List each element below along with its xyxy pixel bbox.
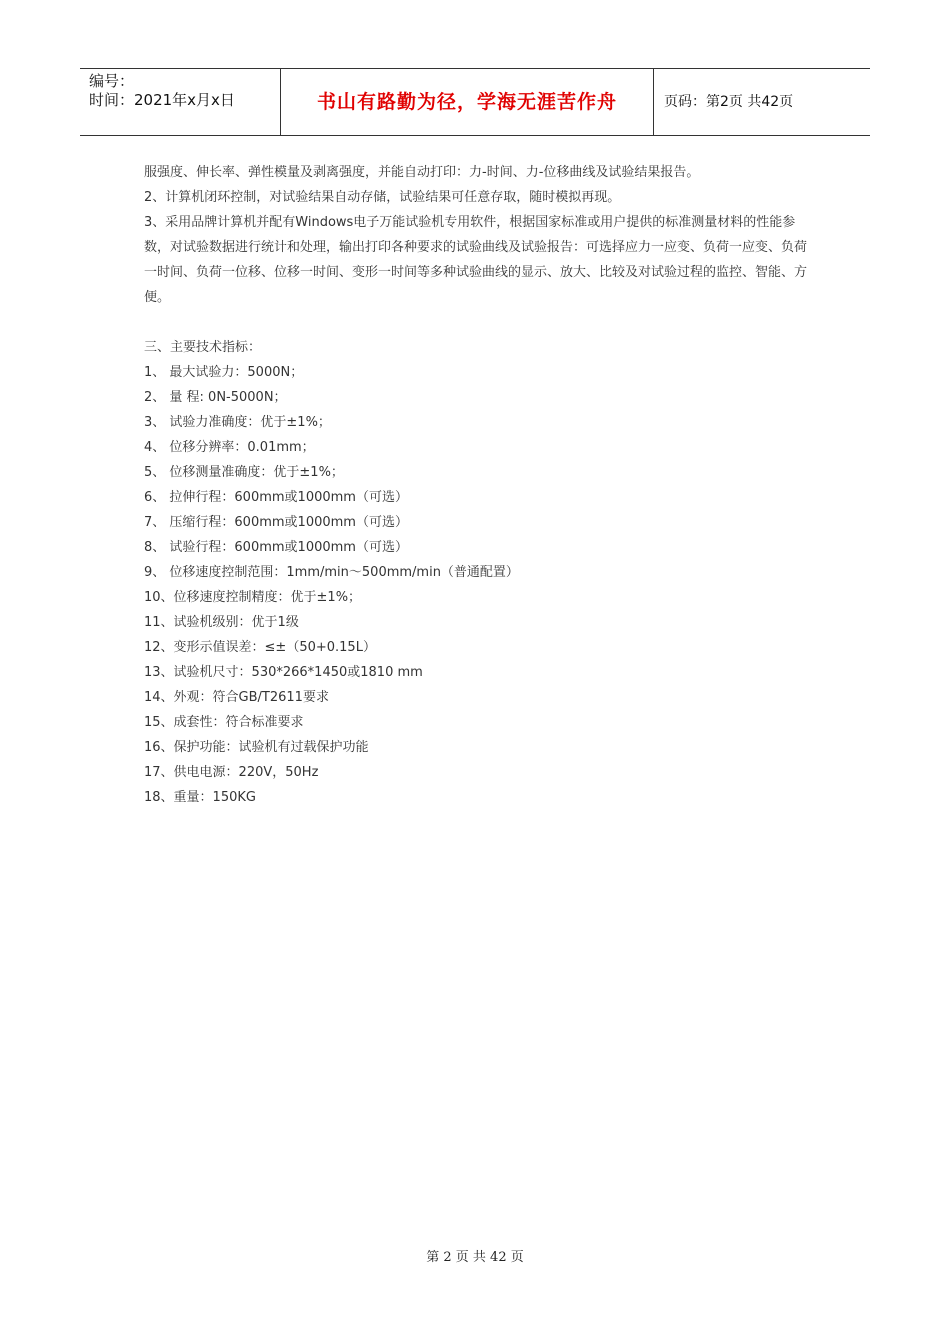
spec-item: 9、 位移速度控制范围：1mm/min～500mm/min（普通配置） [144,565,519,580]
page-header [80,68,870,136]
spec-item: 13、试验机尺寸：530*266*1450或1810 mm [144,665,423,680]
spec-item: 15、成套性：符合标准要求 [144,715,304,730]
spec-item: 1、 最大试验力：5000N； [144,365,304,380]
spec-item: 18、重量：150KG [144,790,256,805]
spec-item: 12、变形示值误差：≤±（50+0.15L） [144,640,376,655]
header-meta [80,69,281,135]
spec-item: 6、 拉伸行程：600mm或1000mm（可选） [144,490,408,505]
spec-item: 3、 试验力准确度：优于±1%； [144,415,331,430]
paragraph-2: 2、计算机闭环控制，对试验结果自动存储，试验结果可任意存取，随时模拟再现。 [144,190,621,205]
spec-item: 16、保护功能：试验机有过载保护功能 [144,740,369,755]
spec-item: 7、 压缩行程：600mm或1000mm（可选） [144,515,408,530]
paragraph-1: 服强度、伸长率、弹性模量及剥离强度，并能自动打印：力-时间、力-位移曲线及试验结果报告。 [144,165,700,180]
spec-item: 10、位移速度控制精度：优于±1%； [144,590,362,605]
spec-item: 14、外观：符合GB/T2611要求 [144,690,329,705]
spec-item: 5、 位移测量准确度：优于±1%； [144,465,344,480]
page-footer: 第 2 页 共 42 页 [426,1250,524,1265]
paragraph-3: 3、采用品牌计算机并配有Windows电子万能试验机专用软件，根据国家标准或用户提供的标准测量材料的性能参数，对试验数据进行统计和处理，输出打印各种要求的试验曲线及试验报告：可选择应力一应变、负荷一应变、负荷一时间、负荷一位移、位移一时间、变形一时间等多种试验曲线的显示、放大、比较及对试验过程的监控、智能、方便。 [144,215,808,305]
header-motto: 书山有路勤为径，学海无涯苦作舟 [281,69,654,135]
spec-item: 4、 位移分辨率：0.01mm； [144,440,315,455]
spec-item: 2、 量 程: 0N-5000N； [144,390,287,405]
document-date: 时间：2021年x月x日 [89,91,235,109]
section-title: 三、主要技术指标： [144,340,262,355]
document-number-label: 编号： [89,72,135,90]
document-body [144,160,814,810]
header-page-info: 页码：第2页 共42页 [664,94,794,110]
spec-item: 8、 试验行程：600mm或1000mm（可选） [144,540,408,555]
spec-item: 11、试验机级别：优于1级 [144,615,299,630]
spacer [144,310,814,335]
spec-list [144,360,814,810]
spec-item: 17、供电电源：220V，50Hz [144,765,319,780]
